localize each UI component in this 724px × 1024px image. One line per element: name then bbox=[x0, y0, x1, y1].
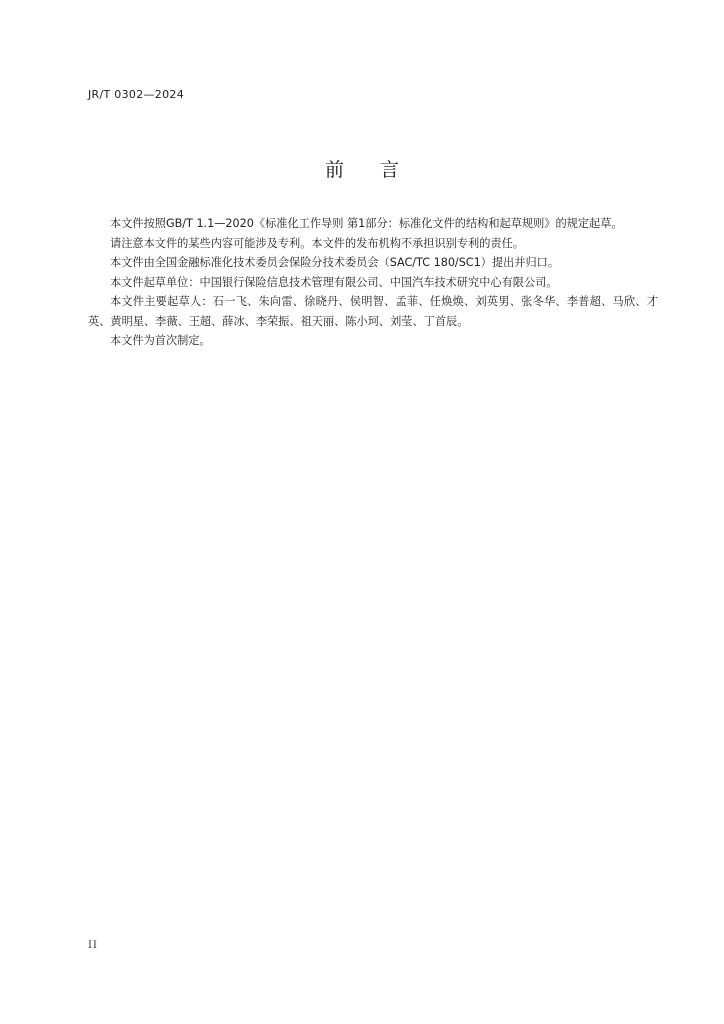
section-title-foreword: 前言 bbox=[324, 159, 435, 181]
page-number: II bbox=[88, 940, 98, 951]
standard-code-header: JR/T 0302—2024 bbox=[88, 88, 184, 101]
paragraph-first-edition: 本文件为首次制定。 bbox=[110, 334, 211, 347]
paragraph-drafting-rules: 本文件按照GB/T 1.1—2020《标准化工作导则 第1部分：标准化文件的结构和起草规则》的规定起草。 bbox=[110, 217, 623, 230]
foreword-body bbox=[88, 214, 658, 351]
paragraph-drafting-units: 本文件起草单位：中国银行保险信息技术管理有限公司、中国汽车技术研究中心有限公司。 bbox=[110, 275, 558, 289]
paragraph-patent-notice: 请注意本文件的某些内容可能涉及专利。本文件的发布机构不承担识别专利的责任。 bbox=[110, 236, 524, 250]
paragraph-drafters: 本文件主要起草人：石一飞、朱向雷、徐晓丹、侯明智、孟菲、任焕焕、刘英男、张冬华、李普超、马欣、才英、黄明星、李薇、王超、薛冰、李荣振、祖天丽、陈小珂、刘莹、丁首辰。 bbox=[88, 295, 658, 328]
paragraph-proposer: 本文件由全国金融标准化技术委员会保险分技术委员会（SAC/TC 180/SC1）提出并归口。 bbox=[110, 256, 560, 269]
